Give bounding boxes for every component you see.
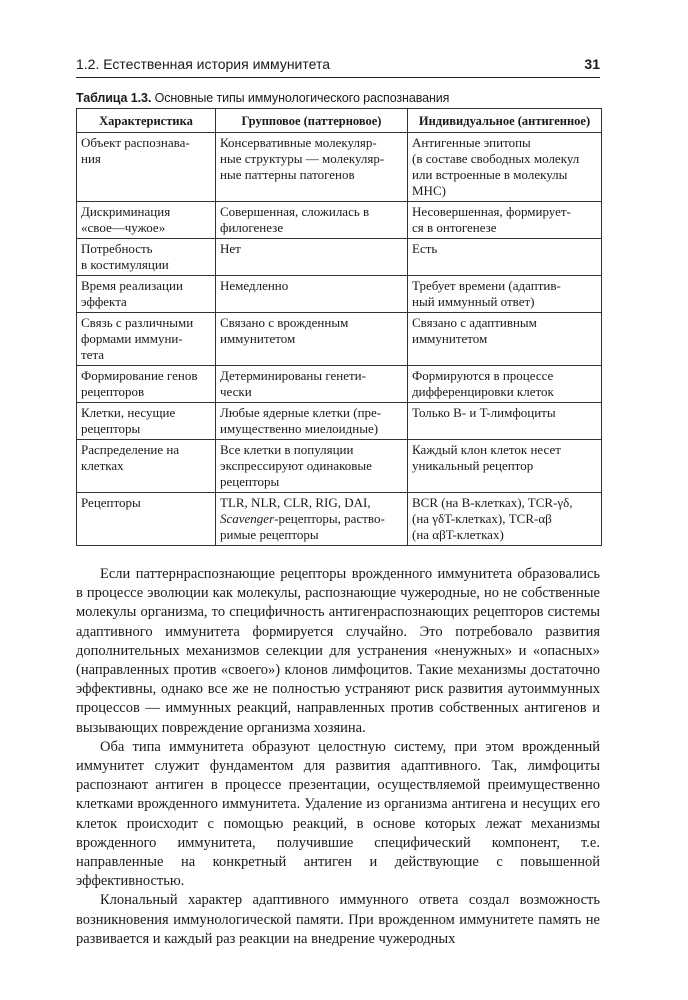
table-cell: Все клетки в популяции экспрессируют одинаковые рецепторы <box>216 440 408 493</box>
table-row <box>77 133 602 202</box>
table-cell: Каждый клон клеток несет уникальный рецептор <box>408 440 602 493</box>
running-head <box>76 56 600 76</box>
table-header-row <box>77 109 602 133</box>
header-individual: Индивидуальное (антигенное) <box>408 109 602 133</box>
table-row-receptors <box>77 493 602 546</box>
table-cell: Консервативные молекуляр- ные структуры — молекуляр- ные паттерны патогенов <box>216 133 408 202</box>
table-cell: Дискриминация «свое—чужое» <box>77 202 216 239</box>
table-cell: Формируются в процессе дифференцировки клеток <box>408 366 602 403</box>
table-cell: Клетки, несущие рецепторы <box>77 403 216 440</box>
table-cell: Любые ядерные клетки (пре- имущественно миелоидные) <box>216 403 408 440</box>
table-cell: Немедленно <box>216 276 408 313</box>
receptor-list-rest: -рецепторы, раство- римые рецепторы <box>220 511 385 542</box>
table-cell: Формирование генов рецепторов <box>77 366 216 403</box>
table-cell: Есть <box>408 239 602 276</box>
scavenger-term: Scavenger <box>220 511 275 526</box>
table-caption <box>76 91 600 105</box>
table-cell: Связано с врожденным иммунитетом <box>216 313 408 366</box>
paragraph: Оба типа иммунитета образуют целостную систему, при этом врожденный иммунитет служит фундаментом для развития адаптивного. Так, лимфоциты распознают антиген в процессе презентации, осуществляемой преимущественно клетками врожденного иммунитета. Удаление из организма антигена и несущих его клеток происходит с помощью реакций, в основе которых лежат механизмы врожденного иммунитета, получившие специфический компонент, т.е. направленные на конкретный антиген и действующие с повышенной эффективностью. <box>76 738 600 890</box>
table-cell: Объект распознава- ния <box>77 133 216 202</box>
recognition-types-table <box>76 108 602 546</box>
paragraph: Если паттернраспознающие рецепторы врожденного иммунитета образовались в процессе эволюции как молекулы, распознающие чужеродные, но не собственные молекулы организма, то специфичность антигенраспознающих рецепторов системы адаптивного иммунитета формируется случайно. Это потребовало развития дополнительных механизмов селекции для устранения «ненужных» и «опасных» (направленных против «своего») клонов лимфоцитов. Такие механизмы достаточно эффективны, однако все же не полностью устраняют риск развития аутоиммунных процессов — иммунных реакций, направленных против собственных антигенов и вызывающих повреждение организма хозяина. <box>76 566 600 736</box>
table-caption-text: Основные типы иммунологического распознавания <box>154 91 450 105</box>
table-cell: Совершенная, сложилась в филогенезе <box>216 202 408 239</box>
table-cell: Несовершенная, формирует- ся в онтогенезе <box>408 202 602 239</box>
header-group: Групповое (паттерновое) <box>216 109 408 133</box>
table-cell: Нет <box>216 239 408 276</box>
paragraph: Клональный характер адаптивного иммунного ответа создал возможность возникновения иммунологической памяти. При врожденном иммунитете память не развивается и каждый раз реакции на внедрение чужеродных <box>76 892 600 947</box>
table-cell: Рецепторы <box>77 493 216 546</box>
table-cell: Потребность в костимуляции <box>77 239 216 276</box>
table-cell: Распределение на клетках <box>77 440 216 493</box>
table-row <box>77 276 602 313</box>
table-cell <box>216 493 408 546</box>
table-row <box>77 239 602 276</box>
table-row <box>77 366 602 403</box>
page-number: 31 <box>584 56 600 72</box>
table-cell: Время реализации эффекта <box>77 276 216 313</box>
table-row <box>77 313 602 366</box>
table-cell: Требует времени (адаптив- ный иммунный ответ) <box>408 276 602 313</box>
table-row <box>77 440 602 493</box>
body-text <box>76 565 600 949</box>
table-cell: BCR (на B-клетках), TCR-γδ, (на γδT-клетках), TCR-αβ (на αβT-клетках) <box>408 493 602 546</box>
header-rule <box>76 77 600 78</box>
table-cell: Связано с адаптивным иммунитетом <box>408 313 602 366</box>
receptor-list: TLR, NLR, CLR, RIG, DAI, <box>220 495 371 510</box>
table-cell: Детерминированы генети- чески <box>216 366 408 403</box>
table-cell: Только B- и T-лимфоциты <box>408 403 602 440</box>
table-row <box>77 202 602 239</box>
table-cell: Антигенные эпитопы (в составе свободных молекул или встроенные в молекулы MHC) <box>408 133 602 202</box>
table-cell: Связь с различными формами иммуни- тета <box>77 313 216 366</box>
header-characteristic: Характеристика <box>77 109 216 133</box>
table-caption-label: Таблица 1.3. <box>76 91 152 105</box>
table-row <box>77 403 602 440</box>
section-title: 1.2. Естественная история иммунитета <box>76 56 330 72</box>
